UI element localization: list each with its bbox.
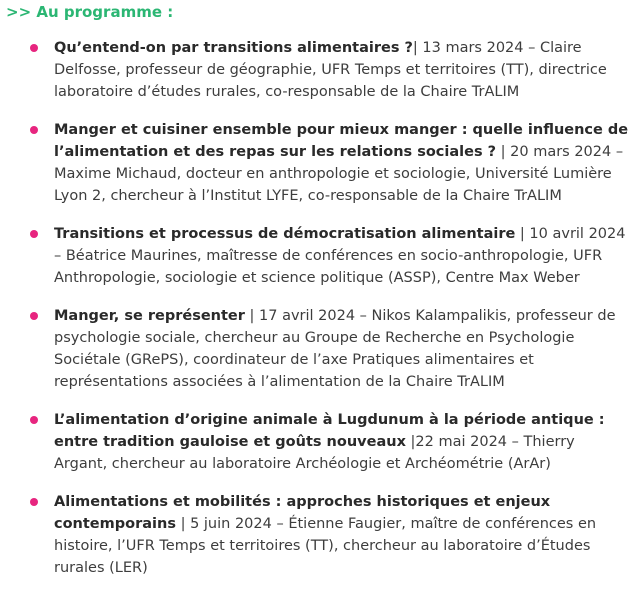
session-details: | 17 avril 2024 – Nikos Kalampalikis, professeur de psychologie sociale, chercheur au Groupe de Recherche en Psychologie Sociétale (GRePS), coordinateur de l’axe Pratiques alimentaires et représentations associées à l’alimentation de la Chaire TrALIM: [54, 308, 616, 390]
bullet-icon: [30, 126, 38, 134]
bullet-icon: [30, 416, 38, 424]
bullet-icon: [30, 312, 38, 320]
session-details: | 13 mars 2024 – Claire Delfosse, professeur de géographie, UFR Temps et territoires (TT), directrice laboratoire d’études rurales, co-responsable de la Chaire TrALIM: [54, 40, 607, 100]
program-item: [0, 119, 640, 207]
program-item: [0, 305, 640, 393]
program-list: [0, 37, 640, 595]
session-details: | 10 avril 2024 – Béatrice Maurines, maîtresse de conférences en socio-anthropologie, UFR Anthropologie, sociologie et science politique (ASSP), Centre Max Weber: [54, 226, 626, 286]
session-title: L’alimentation d’origine animale à Lugdunum à la période antique : entre tradition gauloise et goûts nouveaux: [54, 412, 605, 450]
program-item: [0, 223, 640, 289]
program-item: [0, 491, 640, 579]
session-title: Manger et cuisiner ensemble pour mieux manger : quelle influence de l’alimentation et des repas sur les relations sociales ?: [54, 122, 629, 160]
bullet-icon: [30, 498, 38, 506]
program-item: [0, 37, 640, 103]
session-details: | 20 mars 2024 – Maxime Michaud, docteur en anthropologie et sociologie, Université Lumière Lyon 2, chercheur à l’Institut LYFE, co-responsable de la Chaire TrALIM: [54, 144, 624, 204]
bullet-icon: [30, 44, 38, 52]
session-title: Transitions et processus de démocratisation alimentaire: [54, 226, 516, 242]
session-details: | 5 juin 2024 – Étienne Faugier, maître de conférences en histoire, l’UFR Temps et territoires (TT), chercheur au laboratoire d’Études rurales (LER): [54, 516, 597, 576]
program-item: [0, 409, 640, 475]
program-heading: >> Au programme :: [6, 3, 174, 21]
session-title: Alimentations et mobilités : approches historiques et enjeux contemporains: [54, 494, 551, 532]
session-title: Manger, se représenter: [54, 308, 245, 324]
bullet-icon: [30, 230, 38, 238]
session-details: |22 mai 2024 – Thierry Argant, chercheur au laboratoire Archéologie et Archéométrie (ArAr): [54, 434, 575, 472]
session-title: Qu’entend-on par transitions alimentaires ?: [54, 40, 413, 56]
